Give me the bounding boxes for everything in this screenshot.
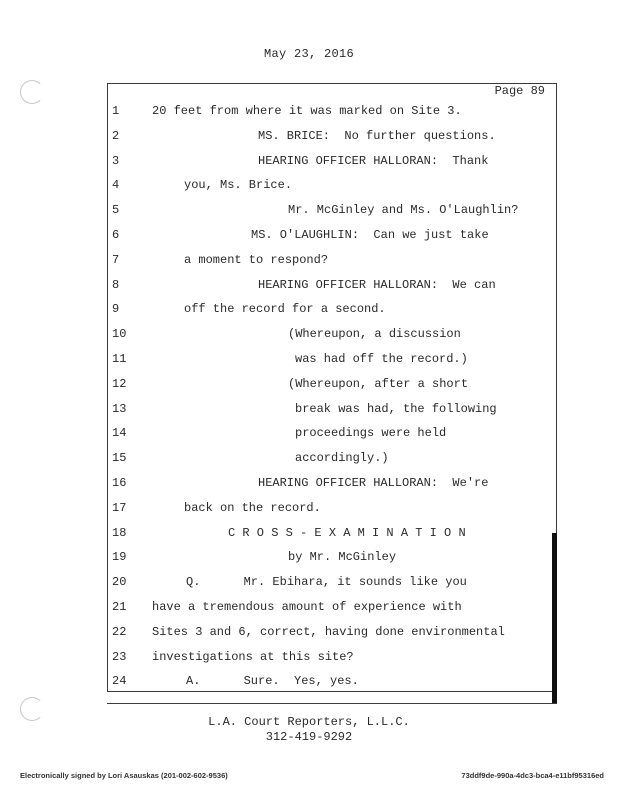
page-number: Page 89 xyxy=(494,84,545,98)
line-text: HEARING OFFICER HALLORAN: Thank xyxy=(258,153,489,168)
line-number: 3 xyxy=(112,153,120,168)
line-text: investigations at this site? xyxy=(152,649,354,664)
line-text: by Mr. McGinley xyxy=(288,550,397,565)
transcript-line xyxy=(0,377,618,395)
transcript-line xyxy=(0,154,618,172)
line-number: 2 xyxy=(112,128,120,143)
line-number: 7 xyxy=(112,252,120,267)
line-number: 13 xyxy=(112,401,127,416)
transcript-line xyxy=(0,476,618,494)
line-text: MS. O'LAUGHLIN: Can we just take xyxy=(251,228,489,242)
line-text: (Whereupon, after a short xyxy=(288,376,469,391)
reporter-name: L.A. Court Reporters, L.L.C. xyxy=(208,715,410,729)
line-number: 23 xyxy=(112,649,127,664)
line-number: 20 xyxy=(112,575,127,590)
line-text: HEARING OFFICER HALLORAN: We can xyxy=(258,277,496,292)
transcript-line xyxy=(0,526,618,544)
line-number: 17 xyxy=(112,500,127,515)
line-number: 12 xyxy=(112,376,127,391)
electronic-signature: Electronically signed by Lori Asauskas (201-002-602-9536) xyxy=(20,771,228,780)
line-text: off the record for a second. xyxy=(184,302,386,317)
line-text: accordingly.) xyxy=(295,451,389,466)
document-hash: 73ddf9de-990a-4dc3-bca4-e11bf95316ed xyxy=(461,771,604,780)
transcript-line xyxy=(0,129,618,147)
line-text: (Whereupon, a discussion xyxy=(288,327,461,342)
binder-hole-top xyxy=(20,80,44,104)
line-number: 24 xyxy=(112,674,127,689)
line-number: 14 xyxy=(112,426,127,441)
line-number: 11 xyxy=(112,352,127,366)
line-text: C R O S S - E X A M I N A T I O N xyxy=(228,525,466,540)
transcript-line xyxy=(0,650,618,668)
transcript-line xyxy=(0,600,618,618)
transcript-line xyxy=(0,228,618,246)
line-number: 5 xyxy=(112,203,120,218)
line-text: you, Ms. Brice. xyxy=(184,178,293,193)
line-number: 15 xyxy=(112,451,127,466)
line-text: a moment to respond? xyxy=(184,252,329,267)
transcript-line xyxy=(0,104,618,122)
transcript-line xyxy=(0,451,618,469)
frame-bottom-rule xyxy=(107,703,557,704)
line-text: Q. Mr. Ebihara, it sounds like you xyxy=(186,575,467,590)
line-number: 16 xyxy=(112,476,127,490)
line-text: back on the record. xyxy=(184,500,321,515)
transcript-line xyxy=(0,426,618,444)
transcript-line xyxy=(0,253,618,271)
transcript-line xyxy=(0,278,618,296)
line-text: Sites 3 and 6, correct, having done environmental xyxy=(152,624,505,639)
line-number: 9 xyxy=(112,302,120,317)
transcript-line xyxy=(0,625,618,643)
line-number: 8 xyxy=(112,277,120,292)
line-number: 10 xyxy=(112,327,127,342)
line-number: 19 xyxy=(112,550,127,565)
line-number: 4 xyxy=(112,178,120,193)
line-text: 20 feet from where it was marked on Site 3. xyxy=(152,104,462,118)
transcript-line xyxy=(0,674,618,692)
line-text: MS. BRICE: No further questions. xyxy=(258,128,496,143)
line-number: 22 xyxy=(112,624,127,639)
transcript-line xyxy=(0,327,618,345)
transcript-line xyxy=(0,203,618,221)
line-text: HEARING OFFICER HALLORAN: We're xyxy=(258,476,489,490)
line-text: break was had, the following xyxy=(295,401,497,416)
line-text: have a tremendous amount of experience with xyxy=(152,600,462,614)
transcript-line xyxy=(0,575,618,593)
transcript-date: May 23, 2016 xyxy=(263,47,354,61)
transcript-line xyxy=(0,352,618,370)
line-number: 21 xyxy=(112,600,127,614)
transcript-line xyxy=(0,178,618,196)
line-text: Mr. McGinley and Ms. O'Laughlin? xyxy=(288,203,519,218)
line-number: 18 xyxy=(112,525,127,540)
line-text: was had off the record.) xyxy=(295,352,468,366)
reporter-phone: 312-419-9292 xyxy=(265,730,353,744)
transcript-line xyxy=(0,302,618,320)
line-number: 6 xyxy=(112,228,120,242)
transcript-line xyxy=(0,550,618,568)
transcript-line xyxy=(0,402,618,420)
line-text: proceedings were held xyxy=(295,426,447,441)
transcript-line xyxy=(0,501,618,519)
line-number: 1 xyxy=(112,104,120,118)
line-text: A. Sure. Yes, yes. xyxy=(186,674,359,689)
